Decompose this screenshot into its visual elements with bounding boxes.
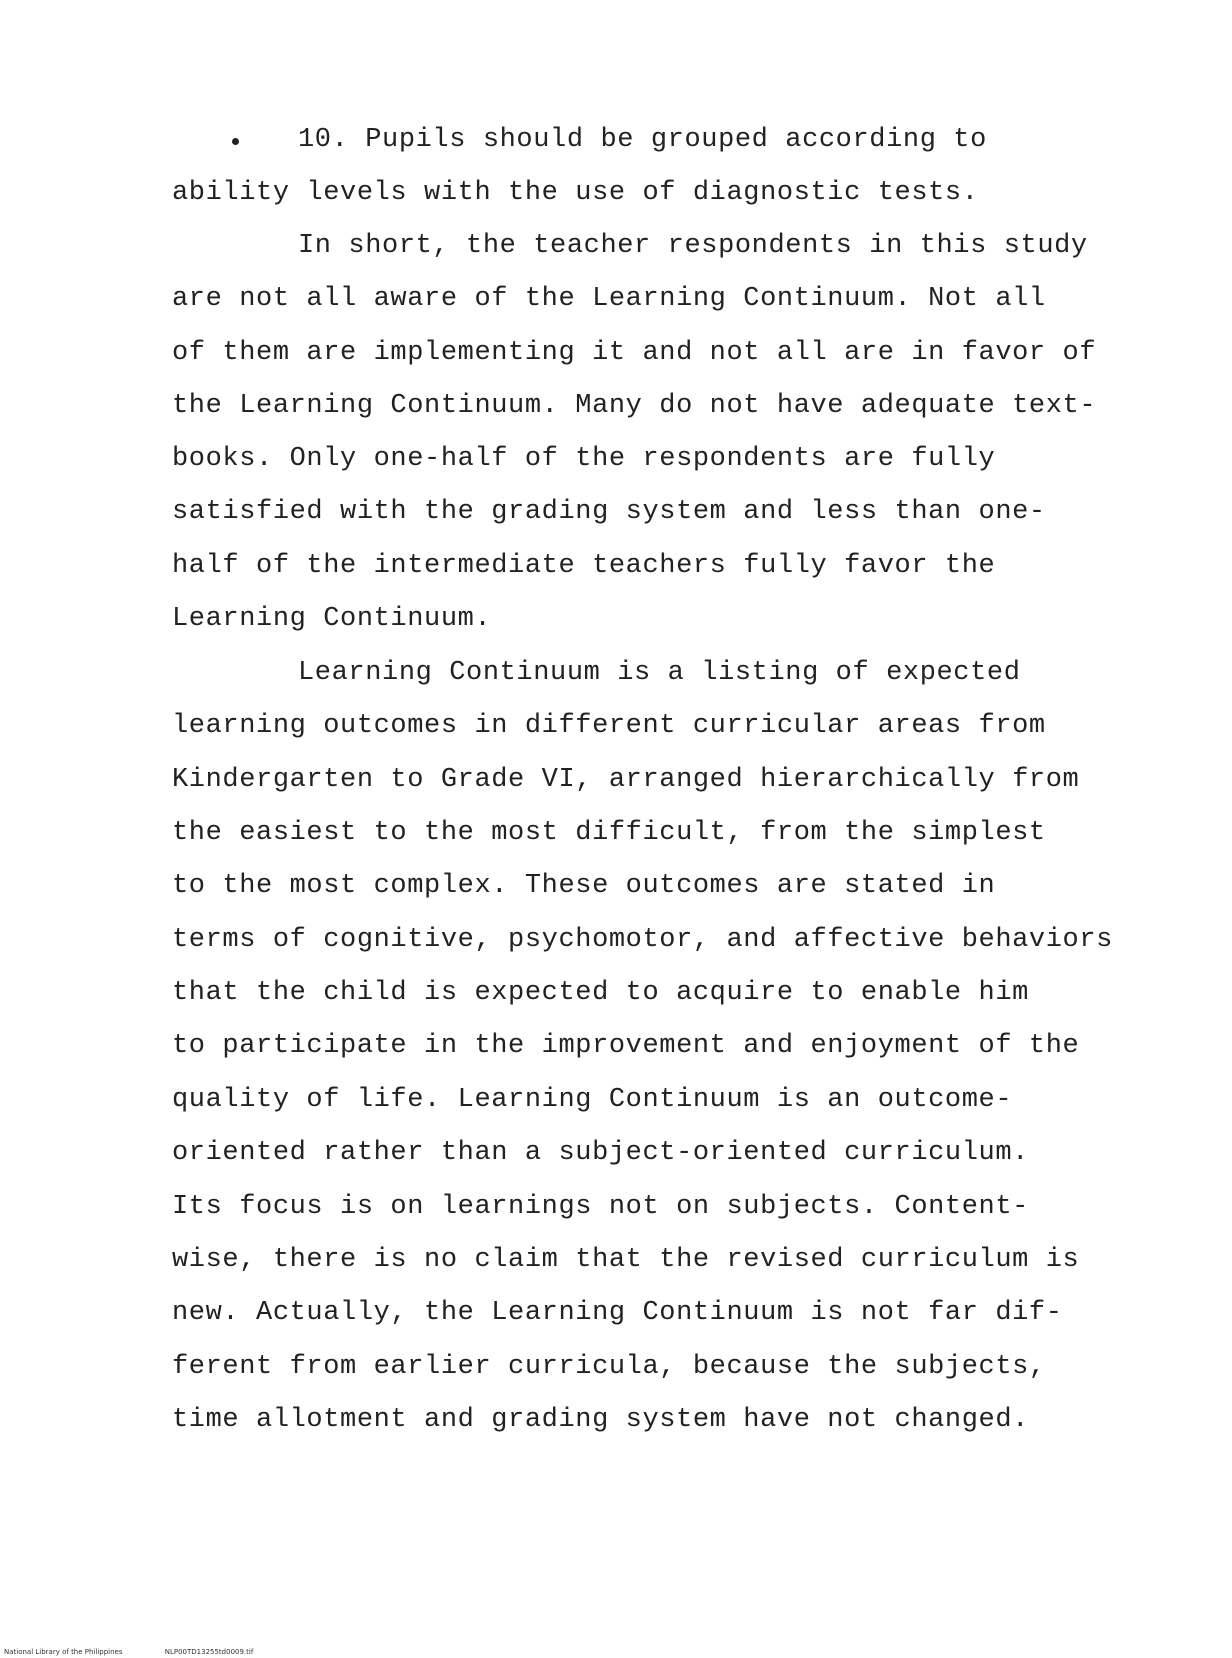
- text-line: of them are implementing it and not all are in favor of: [172, 338, 1097, 368]
- text-line: 10. Pupils should be grouped according to: [298, 125, 987, 155]
- text-line: learning outcomes in different curricular areas from: [172, 711, 1046, 741]
- scan-filename: NLP00TD13255td0009.tif: [164, 1648, 254, 1656]
- text-line: wise, there is no claim that the revised curriculum is: [172, 1245, 1080, 1275]
- text-line: Kindergarten to Grade VI, arranged hierarchically from: [172, 765, 1080, 795]
- text-line: to participate in the improvement and enjoyment of the: [172, 1031, 1080, 1061]
- text-line: satisfied with the grading system and less than one-: [172, 497, 1046, 527]
- text-line: that the child is expected to acquire to enable him: [172, 978, 1029, 1008]
- bullet-mark: [232, 138, 239, 145]
- text-line: half of the intermediate teachers fully favor the: [172, 551, 996, 581]
- text-line: are not all aware of the Learning Continuum. Not all: [172, 284, 1046, 314]
- text-line: ability levels with the use of diagnostic tests.: [172, 178, 979, 208]
- text-line: terms of cognitive, psychomotor, and affective behaviors: [172, 925, 1113, 955]
- text-line: the Learning Continuum. Many do not have adequate text-: [172, 391, 1097, 421]
- text-line: Learning Continuum is a listing of expected: [298, 658, 1021, 688]
- scan-footer: [4, 1648, 293, 1656]
- text-line: ferent from earlier curricula, because the subjects,: [172, 1352, 1046, 1382]
- text-line: new. Actually, the Learning Continuum is not far dif-: [172, 1298, 1063, 1328]
- text-line: to the most complex. These outcomes are stated in: [172, 871, 996, 901]
- text-line: time allotment and grading system have not changed.: [172, 1405, 1029, 1435]
- text-line: quality of life. Learning Continuum is an outcome-: [172, 1085, 1013, 1115]
- text-line: books. Only one-half of the respondents are fully: [172, 444, 996, 474]
- library-credit: National Library of the Philippines: [4, 1648, 123, 1656]
- text-line: In short, the teacher respondents in this study: [298, 231, 1088, 261]
- text-line: Its focus is on learnings not on subjects. Content-: [172, 1192, 1029, 1222]
- text-line: oriented rather than a subject-oriented curriculum.: [172, 1138, 1029, 1168]
- text-line: the easiest to the most difficult, from the simplest: [172, 818, 1046, 848]
- text-line: Learning Continuum.: [172, 604, 492, 634]
